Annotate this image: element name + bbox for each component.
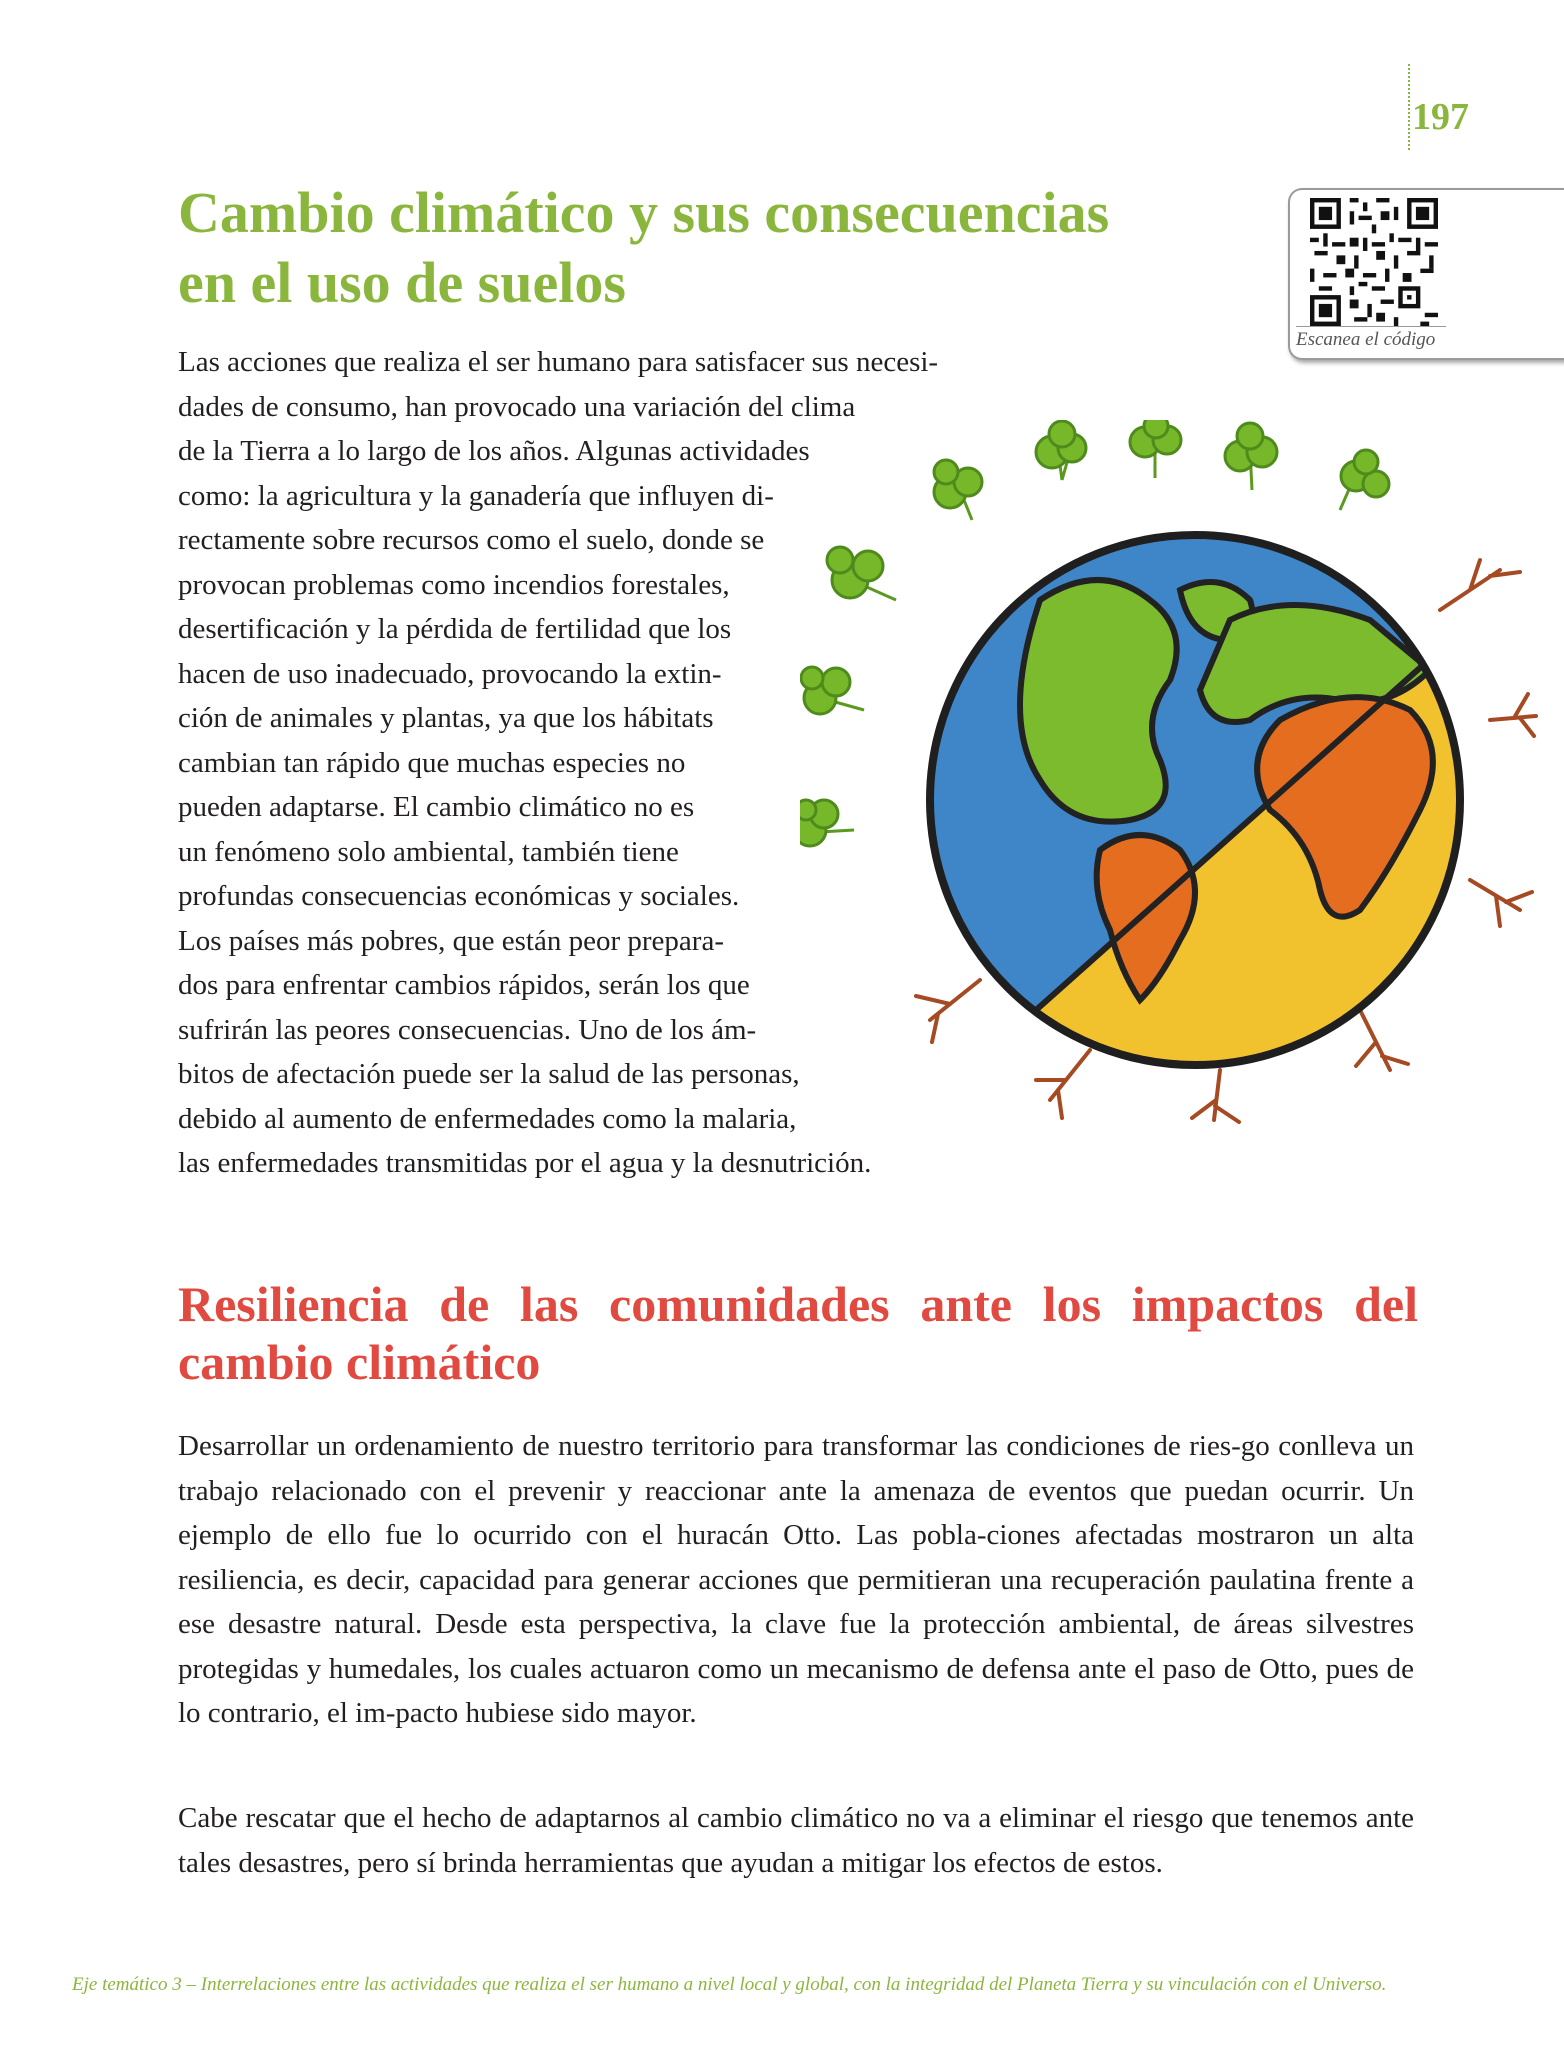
footer-theme-caption: Eje temático 3 – Interrelaciones entre las actividades que realiza el ser humano a nivel local y global, con la integridad del Planeta Tierra y su vinculación con el Universo. [72, 1974, 1387, 1995]
text-line: debido al aumento de enfermedades como la malaria, [178, 1102, 797, 1135]
qr-code-panel[interactable] [1288, 188, 1564, 360]
text-line: de la Tierra a lo largo de los años. Algunas actividades [178, 435, 810, 467]
text-line: sufrirán las peores consecuencias. Uno de los ám- [178, 1013, 757, 1046]
text-line: provocan problemas como incendios forestales, [178, 568, 730, 601]
text-line: rectamente sobre recursos como el suelo, donde se [178, 524, 765, 556]
text-line: profundas consecuencias económicas y sociales. [178, 880, 740, 912]
text-line: un fenómeno solo ambiental, también tiene [178, 835, 679, 868]
globe-icon [930, 535, 1460, 1080]
qr-caption: Escanea el código [1296, 326, 1446, 351]
page-number-divider [1408, 64, 1410, 150]
text-line: Las acciones que realiza el ser humano para satisfacer sus necesi- [178, 346, 939, 378]
section-title-cambio-climatico [178, 178, 1278, 318]
text-line: dades de consumo, han provocado una variación del clima [178, 390, 856, 423]
text-line: pueden adaptarse. El cambio climático no es [178, 791, 695, 823]
text-line: bitos de afectación puede ser la salud de las personas, [178, 1058, 800, 1090]
section-title-resiliencia: Resiliencia de las comunidades ante los impactos del cambio climático [178, 1276, 1418, 1390]
text-line: hacen de uso inadecuado, provocando la extin- [178, 657, 722, 690]
body-paragraph-resiliencia: Desarrollar un ordenamiento de nuestro territorio para transformar las condiciones de ries-go conlleva un trabajo relacionado con el prevenir y reaccionar ante la amenaza de eventos que puedan ocurrir. Un ejemplo de ello fue lo ocurrido con el huracán Otto. Las pobla-ciones afectadas mostraron un alta resiliencia, es decir, capacidad para generar acciones que permitieran una recuperación paulatina frente a ese desastre natural. Desde esta perspectiva, la clave fue la protección ambiental, de áreas silvestres protegidas y humedales, los cuales actuaron como un mecanismo de defensa ante el paso de Otto, pues de lo contrario, el im-pacto hubiese sido mayor. [178, 1430, 1414, 1729]
earth-trees-illustration [800, 420, 1540, 1130]
text-line: desertificación y la pérdida de fertilidad que los [178, 613, 732, 645]
title-line-2: en el uso de suelos [178, 250, 626, 315]
text-line: ción de animales y plantas, ya que los hábitats [178, 702, 714, 734]
text-line: como: la agricultura y la ganadería que influyen di- [178, 479, 774, 512]
qr-code-icon[interactable] [1310, 198, 1438, 326]
body-paragraph-adaptacion: Cabe rescatar que el hecho de adaptarnos al cambio climático no va a eliminar el riesgo que tenemos ante tales desastres, pero sí brinda herramientas que ayudan a mitigar los efectos de estos. [178, 1802, 1414, 1879]
page-number: 197 [1412, 96, 1469, 138]
text-line: Los países más pobres, que están peor prepara- [178, 924, 724, 957]
text-line: dos para enfrentar cambios rápidos, serán los que [178, 969, 750, 1001]
text-line: las enfermedades transmitidas por el agua y la desnutrición. [178, 1147, 872, 1179]
title-line-1: Cambio climático y sus consecuencias [178, 180, 1110, 245]
text-line: cambian tan rápido que muchas especies no [178, 746, 686, 779]
